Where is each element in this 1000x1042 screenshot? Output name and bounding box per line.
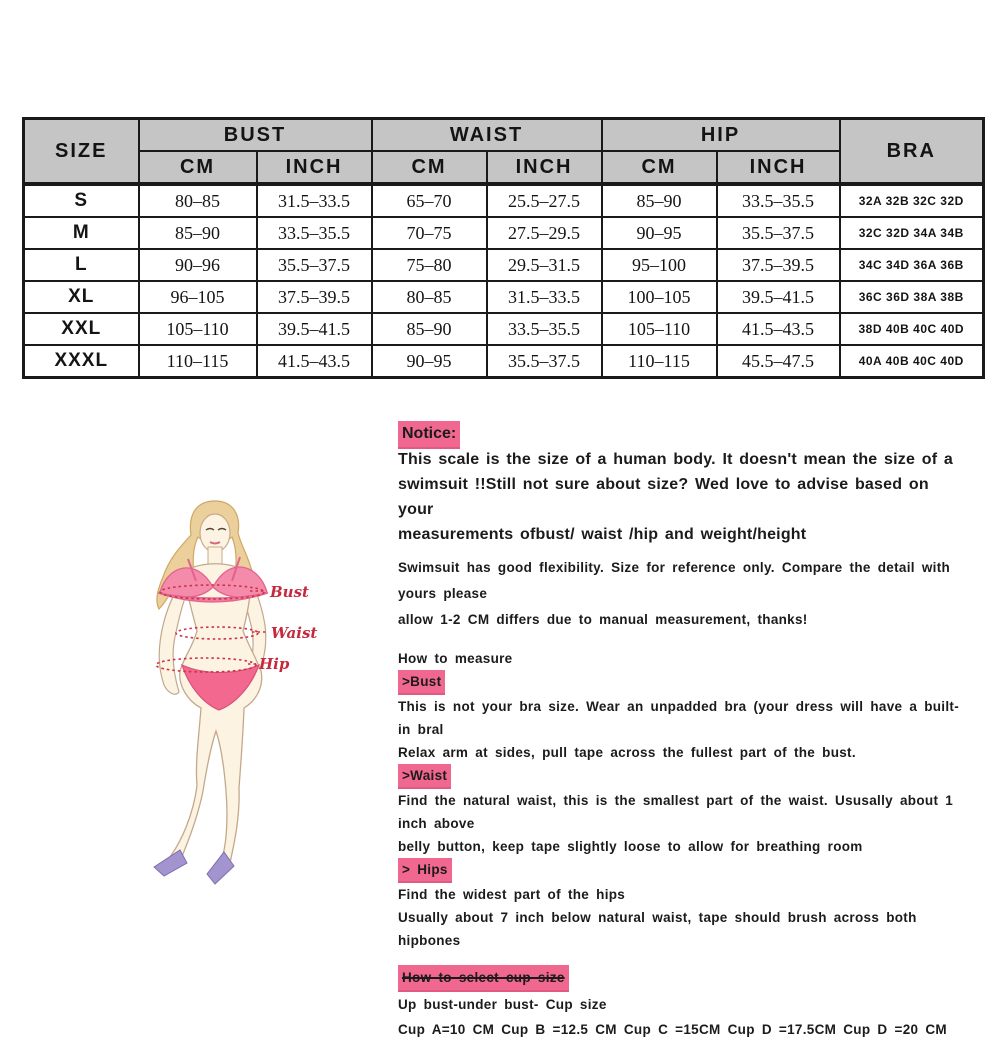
size-cell: S bbox=[24, 184, 139, 217]
unit-header-bust-inch: INCH bbox=[257, 151, 372, 184]
waist-inch-cell: 33.5–35.5 bbox=[487, 313, 602, 345]
bust-text-line: Relax arm at sides, pull tape across the fullest part of the bust. bbox=[398, 745, 856, 760]
size-cell: L bbox=[24, 249, 139, 281]
waist-text-line: belly button, keep tape slightly loose to allow for breathing room bbox=[398, 839, 863, 854]
hips-text-line: Usually about 7 inch below natural waist, tape should brush across both hipbones bbox=[398, 910, 917, 948]
waist-heading: >Waist bbox=[398, 764, 451, 789]
bust-cm-cell: 85–90 bbox=[139, 217, 257, 249]
size-row bbox=[24, 281, 984, 313]
size-cell: XL bbox=[24, 281, 139, 313]
waist-inch-cell: 29.5–31.5 bbox=[487, 249, 602, 281]
hips-text-line: Find the widest part of the hips bbox=[398, 887, 626, 902]
col-header-size: SIZE bbox=[24, 119, 139, 185]
cup-size-heading-line bbox=[398, 965, 963, 992]
measurement-figure bbox=[100, 495, 350, 895]
waist-cm-cell: 65–70 bbox=[372, 184, 487, 217]
unit-header-waist-cm: CM bbox=[372, 151, 487, 184]
bra-cell: 36C 36D 38A 38B bbox=[840, 281, 984, 313]
notice-text-line: measurements ofbust/ waist /hip and weight/height bbox=[398, 526, 807, 543]
bust-label: Bust bbox=[270, 583, 309, 601]
waist-cm-cell: 90–95 bbox=[372, 345, 487, 378]
header-row-groups bbox=[24, 119, 984, 152]
how-to-measure-heading: How to measure bbox=[398, 651, 513, 666]
flexibility-text-line: Swimsuit has good flexibility. Size for reference only. Compare the detail with yours please bbox=[398, 560, 951, 601]
hip-cm-cell: 105–110 bbox=[602, 313, 717, 345]
notice-text-line: swimsuit !!Still not sure about size? Wed love to advise based on your bbox=[398, 476, 929, 518]
size-row bbox=[24, 313, 984, 345]
bra-cell: 32A 32B 32C 32D bbox=[840, 184, 984, 217]
waist-cm-cell: 75–80 bbox=[372, 249, 487, 281]
face bbox=[200, 514, 230, 552]
bra-cell: 38D 40B 40C 40D bbox=[840, 313, 984, 345]
bust-inch-cell: 37.5–39.5 bbox=[257, 281, 372, 313]
bust-inch-cell: 31.5–33.5 bbox=[257, 184, 372, 217]
hip-cm-cell: 90–95 bbox=[602, 217, 717, 249]
waist-inch-cell: 27.5–29.5 bbox=[487, 217, 602, 249]
waist-inch-cell: 35.5–37.5 bbox=[487, 345, 602, 378]
instructions-panel bbox=[398, 421, 963, 1042]
bra-cell: 32C 32D 34A 34B bbox=[840, 217, 984, 249]
hip-cm-cell: 85–90 bbox=[602, 184, 717, 217]
bust-cm-cell: 96–105 bbox=[139, 281, 257, 313]
cup-size-text-line: Cup A=10 CM Cup B =12.5 CM Cup C =15CM Cup D =17.5CM Cup D =20 CM bbox=[398, 1022, 947, 1037]
hip-cm-cell: 110–115 bbox=[602, 345, 717, 378]
bust-inch-cell: 33.5–35.5 bbox=[257, 217, 372, 249]
unit-header-waist-inch: INCH bbox=[487, 151, 602, 184]
waist-label: Waist bbox=[271, 624, 318, 642]
col-header-bust: BUST bbox=[139, 119, 372, 152]
hip-inch-cell: 37.5–39.5 bbox=[717, 249, 840, 281]
bust-heading: >Bust bbox=[398, 670, 445, 695]
col-header-waist: WAIST bbox=[372, 119, 602, 152]
size-row bbox=[24, 249, 984, 281]
notice-heading: Notice: bbox=[398, 421, 460, 449]
header-row-units bbox=[24, 151, 984, 184]
hip-label: Hip bbox=[259, 655, 290, 673]
cup-size-text-line: Up bust-under bust- Cup size bbox=[398, 997, 607, 1012]
notice-text-line: This scale is the size of a human body. It doesn't mean the size of a bbox=[398, 451, 953, 468]
size-chart-header bbox=[24, 119, 984, 185]
unit-header-hip-cm: CM bbox=[602, 151, 717, 184]
bust-heading-line bbox=[398, 670, 963, 695]
size-cell: XXXL bbox=[24, 345, 139, 378]
bust-cm-cell: 80–85 bbox=[139, 184, 257, 217]
size-cell: M bbox=[24, 217, 139, 249]
unit-header-bust-cm: CM bbox=[139, 151, 257, 184]
left-heel-shoe bbox=[154, 850, 187, 876]
unit-header-hip-inch: INCH bbox=[717, 151, 840, 184]
waist-cm-cell: 85–90 bbox=[372, 313, 487, 345]
flexibility-text-line: allow 1-2 CM differs due to manual measurement, thanks! bbox=[398, 612, 808, 627]
bust-text-line: This is not your bra size. Wear an unpadded bra (your dress will have a built-in bral bbox=[398, 699, 960, 737]
hip-inch-cell: 41.5–43.5 bbox=[717, 313, 840, 345]
hips-heading-line bbox=[398, 858, 963, 883]
waist-heading-line bbox=[398, 764, 963, 789]
bust-cm-cell: 110–115 bbox=[139, 345, 257, 378]
hip-inch-cell: 33.5–35.5 bbox=[717, 184, 840, 217]
col-header-hip: HIP bbox=[602, 119, 840, 152]
size-row bbox=[24, 184, 984, 217]
waist-cm-cell: 70–75 bbox=[372, 217, 487, 249]
bust-inch-cell: 39.5–41.5 bbox=[257, 313, 372, 345]
bust-cm-cell: 90–96 bbox=[139, 249, 257, 281]
bust-inch-cell: 41.5–43.5 bbox=[257, 345, 372, 378]
hip-cm-cell: 100–105 bbox=[602, 281, 717, 313]
hip-cm-cell: 95–100 bbox=[602, 249, 717, 281]
neck bbox=[208, 547, 222, 565]
size-chart-body bbox=[24, 184, 984, 378]
figure-illustration bbox=[100, 495, 350, 895]
hip-inch-cell: 39.5–41.5 bbox=[717, 281, 840, 313]
bust-cm-cell: 105–110 bbox=[139, 313, 257, 345]
waist-inch-cell: 25.5–27.5 bbox=[487, 184, 602, 217]
notice-heading-line bbox=[398, 421, 963, 447]
size-chart-table bbox=[22, 117, 985, 379]
cup-size-heading: How to select cup size bbox=[398, 965, 569, 992]
size-row bbox=[24, 217, 984, 249]
hip-inch-cell: 35.5–37.5 bbox=[717, 217, 840, 249]
size-row bbox=[24, 345, 984, 378]
bra-cell: 40A 40B 40C 40D bbox=[840, 345, 984, 378]
col-header-bra: BRA bbox=[840, 119, 984, 185]
bra-cell: 34C 34D 36A 36B bbox=[840, 249, 984, 281]
size-cell: XXL bbox=[24, 313, 139, 345]
waist-inch-cell: 31.5–33.5 bbox=[487, 281, 602, 313]
hip-inch-cell: 45.5–47.5 bbox=[717, 345, 840, 378]
bust-inch-cell: 35.5–37.5 bbox=[257, 249, 372, 281]
hips-heading: > Hips bbox=[398, 858, 452, 883]
waist-text-line: Find the natural waist, this is the smallest part of the waist. Ususally about 1 inch above bbox=[398, 793, 954, 831]
waist-cm-cell: 80–85 bbox=[372, 281, 487, 313]
